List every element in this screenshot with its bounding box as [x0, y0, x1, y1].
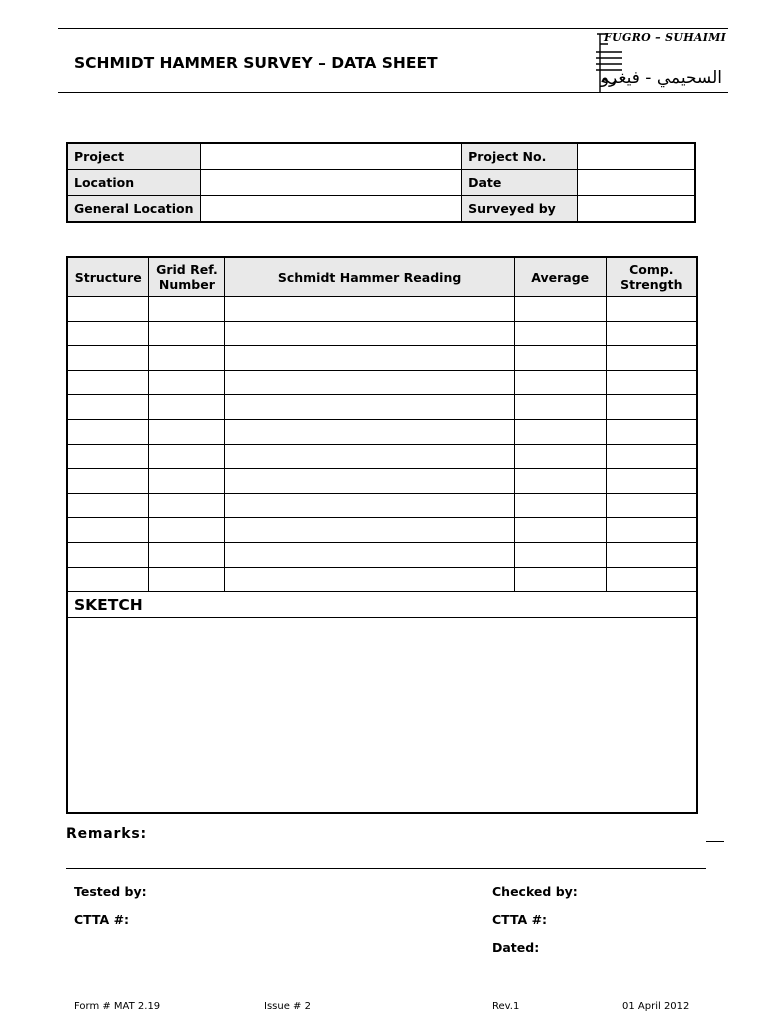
project-info-field[interactable] [577, 196, 695, 223]
reading-cell[interactable] [514, 419, 606, 444]
reading-cell[interactable] [149, 493, 225, 518]
reading-cell[interactable] [67, 395, 149, 420]
reading-cell[interactable] [67, 493, 149, 518]
reading-cell[interactable] [67, 370, 149, 395]
reading-cell[interactable] [225, 297, 514, 322]
table-row [67, 567, 697, 592]
reading-cell[interactable] [149, 542, 225, 567]
table-row [67, 321, 697, 346]
remarks-label: Remarks: [66, 826, 147, 842]
remarks-line-end [706, 841, 724, 842]
column-header [606, 257, 697, 297]
column-header [514, 257, 606, 297]
reading-cell[interactable] [149, 297, 225, 322]
table-row [67, 542, 697, 567]
project-info-row [67, 170, 695, 196]
column-header-line: Average [531, 269, 590, 285]
project-info-row [67, 143, 695, 170]
column-header-line: Number [158, 277, 215, 292]
reading-cell[interactable] [606, 346, 697, 371]
ctta-right-label: CTTA #: [492, 912, 548, 927]
project-info-field[interactable] [577, 143, 695, 170]
project-info-table [66, 142, 696, 223]
table-row [67, 469, 697, 494]
footer-form-number: Form # MAT 2.19 [74, 1001, 161, 1012]
reading-cell[interactable] [225, 419, 514, 444]
reading-cell[interactable] [514, 493, 606, 518]
column-header [67, 257, 149, 297]
reading-cell[interactable] [67, 444, 149, 469]
column-header [149, 257, 225, 297]
table-row [67, 419, 697, 444]
reading-cell[interactable] [606, 395, 697, 420]
reading-cell[interactable] [67, 321, 149, 346]
header-top-rule [58, 28, 728, 29]
reading-cell[interactable] [225, 444, 514, 469]
reading-cell[interactable] [67, 297, 149, 322]
project-info-label: General Location [67, 196, 201, 223]
reading-cell[interactable] [225, 469, 514, 494]
column-header [225, 257, 514, 297]
document-title: SCHMIDT HAMMER SURVEY – DATA SHEET [74, 54, 438, 72]
project-info-row [67, 196, 695, 223]
reading-cell[interactable] [67, 567, 149, 592]
column-header-line: Structure [74, 269, 142, 285]
reading-cell[interactable] [606, 370, 697, 395]
project-info-label: Location [67, 170, 201, 196]
reading-cell[interactable] [514, 395, 606, 420]
remarks-rule [66, 868, 706, 869]
reading-cell[interactable] [225, 542, 514, 567]
reading-cell[interactable] [67, 419, 149, 444]
footer-date: 01 April 2012 [622, 1001, 690, 1012]
reading-cell[interactable] [149, 567, 225, 592]
footer-revision: Rev.1 [492, 1001, 520, 1012]
project-info-label: Date [462, 170, 578, 196]
project-info-field[interactable] [201, 196, 462, 223]
ctta-left-label: CTTA #: [74, 912, 130, 927]
reading-cell[interactable] [225, 395, 514, 420]
reading-cell[interactable] [225, 567, 514, 592]
reading-cell[interactable] [606, 518, 697, 543]
table-row [67, 518, 697, 543]
column-header-line: Grid Ref. [156, 262, 218, 277]
reading-cell[interactable] [149, 395, 225, 420]
project-info-label: Surveyed by [462, 196, 578, 223]
reading-cell[interactable] [67, 469, 149, 494]
table-row [67, 395, 697, 420]
table-row [67, 370, 697, 395]
reading-cell[interactable] [514, 518, 606, 543]
company-logo [594, 30, 728, 96]
reading-cell[interactable] [514, 542, 606, 567]
reading-cell[interactable] [225, 346, 514, 371]
logo-latin-text: FUGRO – SUHAIMI [604, 31, 727, 44]
reading-cell[interactable] [149, 346, 225, 371]
column-header-line: Strength [620, 277, 683, 292]
reading-cell[interactable] [67, 542, 149, 567]
reading-cell[interactable] [514, 297, 606, 322]
reading-cell[interactable] [514, 346, 606, 371]
sketch-label: SKETCH [67, 592, 697, 618]
reading-cell[interactable] [606, 444, 697, 469]
project-info-field[interactable] [201, 170, 462, 196]
reading-cell[interactable] [606, 419, 697, 444]
reading-cell[interactable] [606, 469, 697, 494]
reading-cell[interactable] [606, 321, 697, 346]
reading-cell[interactable] [606, 542, 697, 567]
tested-by-label: Tested by: [74, 884, 147, 899]
reading-cell[interactable] [149, 469, 225, 494]
reading-cell[interactable] [606, 567, 697, 592]
reading-cell[interactable] [149, 321, 225, 346]
project-info-field[interactable] [201, 143, 462, 170]
reading-cell[interactable] [514, 321, 606, 346]
table-row [67, 493, 697, 518]
dated-label: Dated: [492, 940, 540, 955]
reading-cell[interactable] [149, 419, 225, 444]
project-info-label: Project No. [462, 143, 578, 170]
column-header-line: Schmidt Hammer Reading [277, 269, 462, 285]
reading-cell[interactable] [514, 469, 606, 494]
reading-cell[interactable] [606, 493, 697, 518]
reading-cell[interactable] [225, 493, 514, 518]
checked-by-label: Checked by: [492, 884, 578, 899]
reading-cell[interactable] [149, 518, 225, 543]
project-info-label: Project [67, 143, 201, 170]
reading-cell[interactable] [67, 346, 149, 371]
reading-cell[interactable] [225, 518, 514, 543]
footer-issue: Issue # 2 [264, 1001, 311, 1012]
reading-cell[interactable] [606, 297, 697, 322]
table-row [67, 444, 697, 469]
reading-cell[interactable] [225, 370, 514, 395]
reading-cell[interactable] [514, 567, 606, 592]
reading-cell[interactable] [149, 370, 225, 395]
reading-cell[interactable] [149, 444, 225, 469]
reading-cell[interactable] [514, 370, 606, 395]
readings-table [66, 256, 698, 814]
project-info-field[interactable] [577, 170, 695, 196]
reading-cell[interactable] [225, 321, 514, 346]
table-row [67, 297, 697, 322]
sketch-area[interactable] [67, 618, 697, 814]
logo-arabic-text: السحيمي - فيغرو [600, 68, 722, 88]
column-header-line: Comp. [629, 262, 674, 277]
table-row [67, 346, 697, 371]
reading-cell[interactable] [67, 518, 149, 543]
reading-cell[interactable] [514, 444, 606, 469]
